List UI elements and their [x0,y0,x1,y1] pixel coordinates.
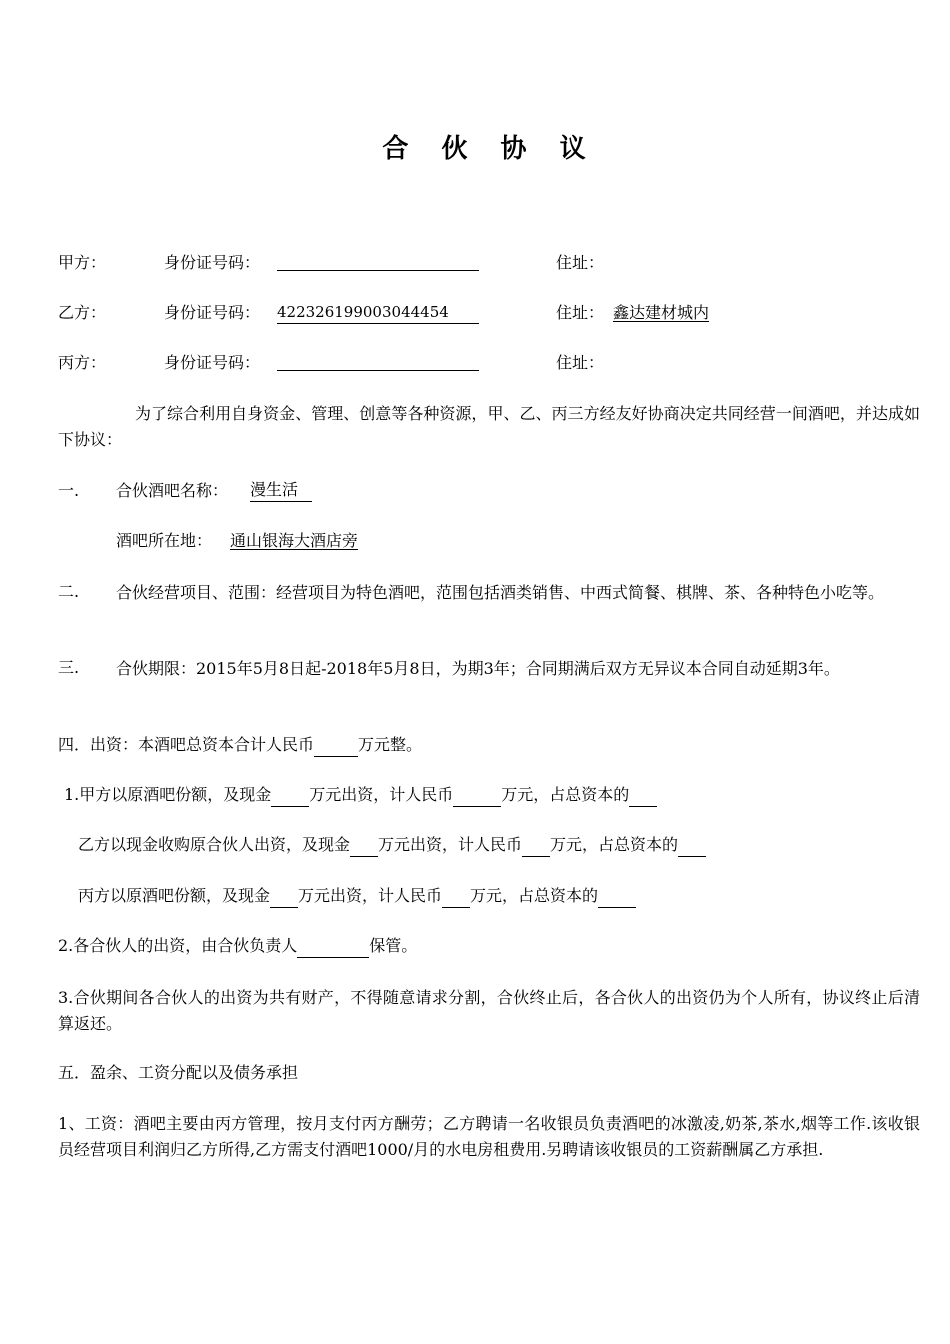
address-label: 住址： [556,303,605,322]
id-label: 身份证号码： [164,253,261,272]
custodian-blank [297,937,369,958]
section-text: 合伙经营项目、范围：经营项目为特色酒吧，范围包括酒类销售、中西式简餐、棋牌、茶、各种特色小吃等。 [116,583,885,602]
section-text: 合伙期限：2015年5月8日起-2018年5月8日，为期3年；合同期满后双方无异议本合同自动延期3年。 [116,659,840,678]
address-label: 住址： [556,253,605,272]
id-value: 422326199003044454 [277,301,479,324]
bar-location-value: 通山银海大酒店旁 [230,531,359,550]
id-blank [277,250,479,271]
address-label: 住址： [556,353,605,372]
address-value: 鑫达建材城内 [613,303,710,322]
contribution-text: 万元，占总资本的 [501,785,630,804]
bar-location-label: 酒吧所在地： [116,531,213,550]
shared-property-paragraph: 3.合伙期间各合伙人的出资为共有财产，不得随意请求分割，合伙终止后，各合伙人的出资仍为个人所有，协议终止后清算返还。 [58,988,920,1033]
party-label: 甲方： [58,253,107,272]
capital-blank [314,736,358,757]
share-blank [678,836,706,857]
section-number: 二. [58,582,80,601]
contribution-text: 乙方以现金收购原合伙人出资，及现金 [78,835,351,854]
cash-blank [271,786,309,807]
share-blank [629,786,657,807]
contribution-text: 1.甲方以原酒吧份额，及现金 [64,785,272,804]
capital-line [58,733,422,757]
section-number: 一. [58,481,80,500]
contribution-line [78,833,706,857]
cash-blank [350,836,378,857]
custodian-line [58,934,417,958]
custodian-text: 2.各合伙人的出资，由合伙负责人 [58,936,298,955]
id-blank [277,350,479,371]
id-label: 身份证号码： [164,303,261,322]
amount-blank [522,836,550,857]
contribution-text: 万元，占总资本的 [470,886,599,905]
contribution-text: 丙方以原酒吧份额，及现金 [78,886,271,905]
amount-blank [442,887,470,908]
amount-blank [453,786,501,807]
contribution-text: 万元出资，计人民币 [298,886,443,905]
contribution-text: 万元，占总资本的 [550,835,679,854]
cash-blank [270,887,298,908]
intro-paragraph: 为了综合利用自身资金、管理、创意等各种资源，甲、乙、丙三方经友好协商决定共同经营一间酒吧，并达成如下协议： [58,404,920,449]
section-heading: 五．盈余、工资分配以及债务承担 [58,1063,299,1082]
custodian-text: 保管。 [369,936,418,955]
contribution-text: 万元出资，计人民币 [309,785,454,804]
bar-name-label: 合伙酒吧名称： [116,481,229,500]
capital-text: 四．出资：本酒吧总资本合计人民币 [58,735,315,754]
share-blank [598,887,636,908]
contribution-line [78,884,636,908]
party-label: 丙方： [58,353,107,372]
id-label: 身份证号码： [164,353,261,372]
capital-text: 万元整。 [358,735,423,754]
contribution-text: 万元出资，计人民币 [378,835,523,854]
party-label: 乙方： [58,303,107,322]
wage-paragraph: 1、工资：酒吧主要由丙方管理，按月支付丙方酬劳；乙方聘请一名收银员负责酒吧的冰激凌,奶茶,茶水,烟等工作.该收银员经营项目利润归乙方所得,乙方需支付酒吧1000/月的水电房租费用.另聘请该收银员的工资薪酬属乙方承担. [58,1114,920,1159]
bar-name-value: 漫生活 [250,479,312,502]
contribution-line [64,783,657,807]
section-number: 三. [58,658,80,677]
document-title: 合 伙 协 议 [382,134,598,164]
